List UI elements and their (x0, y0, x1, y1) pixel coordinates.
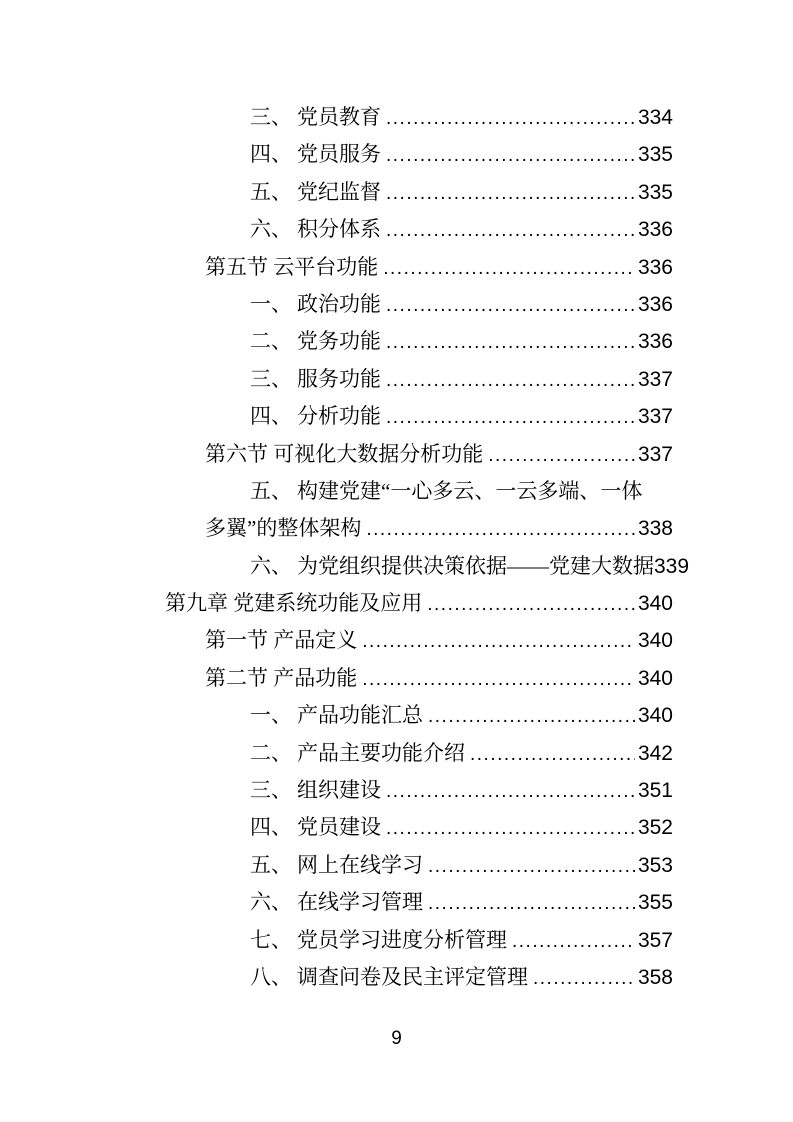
toc-dot-leader (386, 174, 635, 212)
toc-entry[interactable] (165, 884, 673, 921)
toc-entry-number: 三、 (250, 778, 292, 803)
toc-list (165, 99, 690, 996)
toc-entry-title: 政治功能 (297, 291, 381, 316)
toc-dot-leader (428, 884, 635, 922)
toc-entry-title: 产品主要功能介绍 (297, 740, 465, 765)
toc-entry-title: 网上在线学习 (297, 852, 423, 877)
toc-entry-page: 334 (637, 106, 673, 129)
toc-entry-continuation[interactable] (165, 510, 673, 547)
toc-entry[interactable] (165, 548, 690, 585)
toc-entry[interactable] (165, 622, 673, 659)
toc-entry[interactable] (165, 211, 673, 248)
toc-entry-title: 多翼”的整体架构 (205, 516, 362, 541)
toc-dot-leader (362, 660, 635, 698)
toc-entry-page: 342 (637, 741, 673, 765)
toc-dot-leader (386, 772, 635, 810)
toc-entry[interactable] (165, 323, 673, 360)
toc-entry-page: 337 (637, 405, 673, 429)
toc-entry-page: 340 (637, 592, 673, 616)
toc-entry-page: 338 (637, 517, 673, 541)
toc-entry-number: 四、 (250, 404, 292, 429)
toc-entry-title: 第五节 云平台功能 (205, 254, 379, 279)
toc-dot-leader (386, 361, 635, 399)
toc-entry-page: 358 (637, 965, 673, 989)
toc-entry-title: 党员建设 (297, 815, 381, 840)
toc-entry-title: 党员教育 (297, 105, 381, 129)
toc-entry[interactable] (165, 473, 673, 510)
toc-entry[interactable] (165, 249, 673, 286)
toc-entry[interactable] (165, 809, 673, 846)
toc-entry-number: 六、 (250, 553, 292, 578)
toc-entry-page: 336 (637, 292, 673, 316)
toc-entry-title: 第一节 产品定义 (205, 628, 358, 653)
toc-dot-leader (386, 136, 635, 174)
toc-entry-title: 分析功能 (297, 404, 381, 429)
toc-entry-title: 党纪监督 (297, 179, 381, 204)
toc-entry-page: 339 (654, 554, 690, 578)
toc-entry-title: 调查问卷及民主评定管理 (297, 964, 528, 989)
toc-entry-number: 六、 (250, 890, 292, 915)
toc-entry-page: 336 (637, 255, 673, 279)
toc-entry-number: 七、 (250, 927, 292, 952)
toc-entry-title: 构建党建“一心多云、一云多端、一体 (297, 478, 643, 503)
toc-entry-title: 为党组织提供决策依据——党建大数据 (297, 553, 654, 578)
toc-entry-number: 三、 (250, 366, 292, 391)
toc-entry-title: 党务功能 (297, 329, 381, 354)
toc-entry-title: 产品功能汇总 (297, 703, 423, 728)
toc-entry[interactable] (165, 286, 673, 323)
toc-entry-number: 八、 (250, 964, 292, 989)
toc-entry[interactable] (165, 660, 673, 697)
toc-entry-page: 335 (637, 143, 673, 167)
toc-entry-title: 在线学习管理 (297, 890, 423, 915)
toc-entry[interactable] (165, 772, 673, 809)
toc-entry-number: 二、 (250, 329, 292, 354)
toc-entry-page: 335 (637, 180, 673, 204)
toc-entry-title: 组织建设 (297, 778, 381, 803)
toc-entry-page: 353 (637, 853, 673, 877)
toc-entry-title: 第六节 可视化大数据分析功能 (205, 441, 484, 466)
toc-dot-leader (427, 585, 635, 623)
toc-dot-leader (366, 510, 635, 548)
toc-entry-page: 337 (637, 367, 673, 391)
toc-dot-leader (533, 959, 635, 997)
toc-entry-number: 五、 (250, 852, 292, 877)
toc-entry-page: 340 (637, 704, 673, 728)
toc-entry[interactable] (165, 959, 673, 996)
toc-entry-page: 336 (637, 330, 673, 354)
toc-dot-leader (383, 249, 635, 287)
toc-dot-leader (386, 286, 635, 324)
toc-entry-title: 党员服务 (297, 142, 381, 167)
toc-entry-page: 337 (637, 442, 673, 466)
toc-entry-page: 340 (637, 629, 673, 653)
toc-entry[interactable] (165, 847, 673, 884)
toc-dot-leader (488, 436, 635, 474)
toc-dot-leader (386, 809, 635, 847)
toc-entry[interactable] (165, 136, 673, 173)
toc-entry-number: 四、 (250, 815, 292, 840)
toc-entry-title: 党员学习进度分析管理 (297, 927, 507, 952)
toc-entry[interactable] (165, 585, 673, 622)
toc-entry-number: 六、 (250, 217, 292, 242)
toc-entry-page: 352 (637, 816, 673, 840)
toc-entry[interactable] (165, 361, 673, 398)
toc-entry-page: 340 (637, 666, 673, 690)
toc-dot-leader (386, 211, 635, 249)
toc-entry-page: 355 (637, 891, 673, 915)
toc-entry-number: 一、 (250, 291, 292, 316)
page-footer (0, 1028, 793, 1050)
toc-entry[interactable] (165, 436, 673, 473)
toc-entry-title: 服务功能 (297, 366, 381, 391)
toc-dot-leader (512, 922, 635, 960)
toc-dot-leader (386, 323, 635, 361)
toc-entry-title: 积分体系 (297, 217, 381, 242)
toc-dot-leader (428, 697, 635, 735)
toc-dot-leader (386, 99, 635, 137)
toc-entry-number: 一、 (250, 703, 292, 728)
footer-page-number: 9 (391, 1028, 402, 1049)
toc-entry-title: 第九章 党建系统功能及应用 (165, 591, 423, 616)
toc-entry[interactable] (165, 922, 673, 959)
toc-dot-leader (386, 398, 635, 436)
toc-entry[interactable] (165, 697, 673, 734)
toc-entry-number: 四、 (250, 142, 292, 167)
toc-entry-number: 二、 (250, 740, 292, 765)
toc-entry-number: 五、 (250, 179, 292, 204)
toc-dot-leader (428, 847, 635, 885)
toc-entry-number: 五、 (250, 478, 292, 503)
toc-entry[interactable] (165, 174, 673, 211)
toc-dot-leader (362, 622, 635, 660)
toc-dot-leader (470, 735, 635, 773)
toc-entry[interactable] (165, 735, 673, 772)
toc-entry[interactable] (165, 398, 673, 435)
toc-entry[interactable] (165, 99, 673, 136)
toc-entry-page: 336 (637, 218, 673, 242)
toc-entry-number: 三、 (250, 105, 292, 129)
toc-entry-title: 第二节 产品功能 (205, 665, 358, 690)
toc-entry-page: 351 (637, 779, 673, 803)
toc-entry-page: 357 (637, 928, 673, 952)
